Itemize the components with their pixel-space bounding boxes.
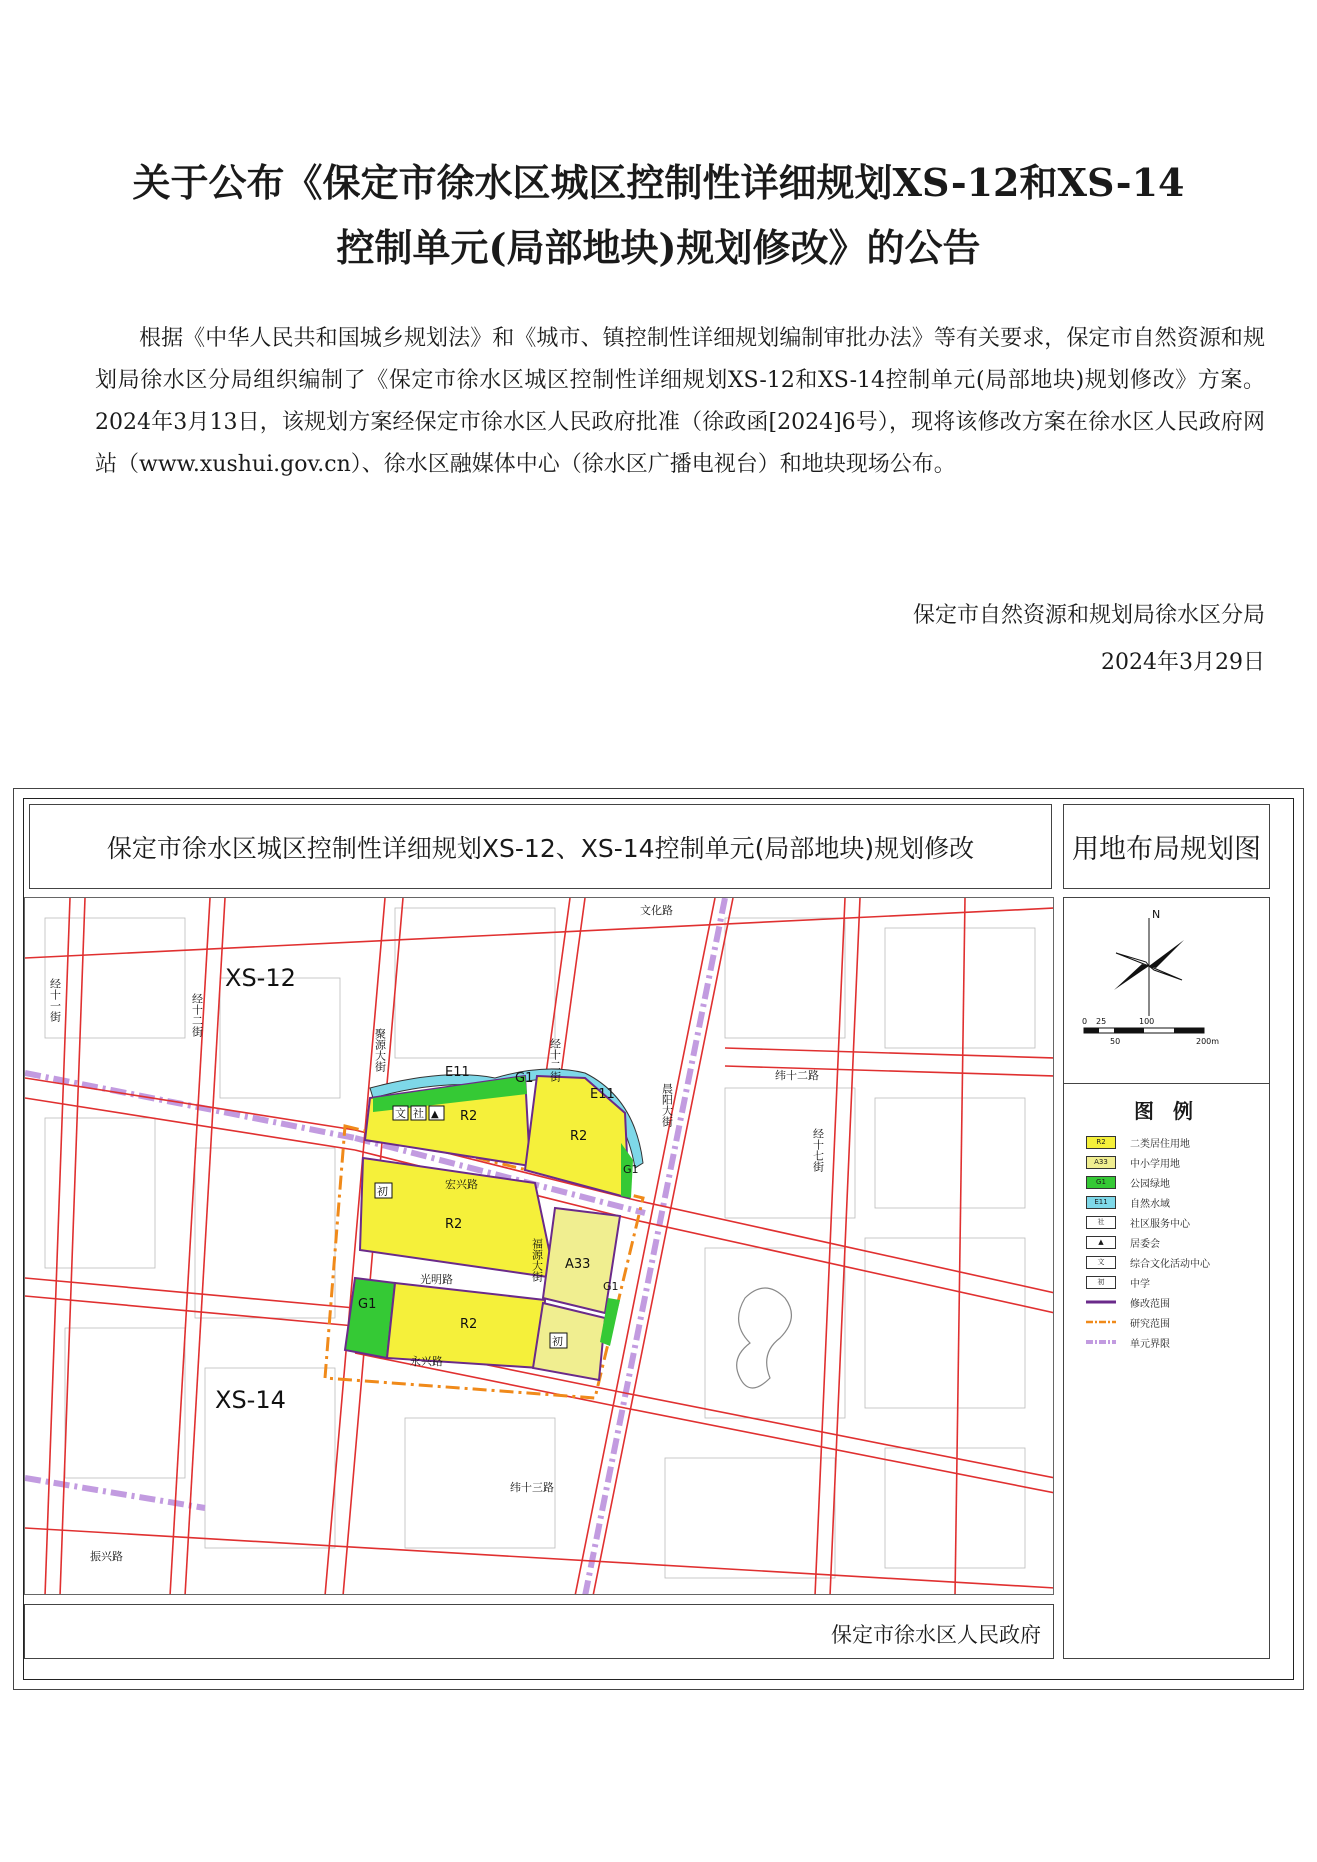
legend-item-a33 xyxy=(1086,1154,1180,1170)
signature-date: 2024年3月29日 xyxy=(1101,650,1265,675)
legend-item-unit-boundary xyxy=(1086,1334,1170,1350)
label-g1-top: G1 xyxy=(515,1071,534,1086)
legend-label-a33: 中小学用地 xyxy=(1130,1158,1180,1170)
symbol-community-text: 社 xyxy=(413,1107,424,1120)
map-type-title: 用地布局规划图 xyxy=(1063,804,1270,889)
legend-item-culture xyxy=(1086,1254,1210,1270)
legend-label-r2: 二类居住用地 xyxy=(1130,1138,1190,1150)
scale-0: 0 xyxy=(1082,1017,1088,1026)
scale-50: 50 xyxy=(1110,1037,1121,1046)
legend-item-study-range xyxy=(1086,1314,1170,1330)
legend-swatch-r2: R2 xyxy=(1086,1136,1116,1149)
unit-label-xs12: XS-12 xyxy=(225,964,296,992)
legend-label-unit: 单元界限 xyxy=(1130,1338,1170,1350)
road-wenhua: 文化路 xyxy=(640,904,673,917)
road-fuyuan: 福源大街 xyxy=(530,1238,544,1282)
legend-line-unit xyxy=(1086,1336,1116,1349)
legend-label-culture: 综合文化活动中心 xyxy=(1130,1258,1210,1270)
scale-bar xyxy=(1082,1017,1219,1046)
legend-item-committee xyxy=(1086,1234,1160,1250)
label-r2-ne: R2 xyxy=(570,1129,588,1144)
label-r2-mid: R2 xyxy=(445,1217,463,1232)
compass-se xyxy=(1149,966,1182,980)
label-r2-nw: R2 xyxy=(460,1109,478,1124)
legend-label-e11: 自然水域 xyxy=(1130,1198,1170,1210)
label-g1-east: G1 xyxy=(623,1163,639,1176)
symbol-middle-school-2-text: 初 xyxy=(552,1335,563,1348)
label-e11-east: E11 xyxy=(590,1087,615,1102)
road-jing12b: 经十二街 xyxy=(548,1038,562,1082)
symbol-culture-text: 文 xyxy=(395,1107,406,1120)
road-hongxing: 宏兴路 xyxy=(445,1178,478,1191)
legend-swatch-e11: E11 xyxy=(1086,1196,1116,1209)
road-wei13: 纬十三路 xyxy=(510,1481,554,1494)
road-wei12: 纬十二路 xyxy=(775,1069,819,1082)
road-yongxing: 永兴路 xyxy=(410,1355,443,1368)
legend-swatch-culture: 文 xyxy=(1086,1256,1116,1269)
road-guangming: 光明路 xyxy=(420,1273,453,1286)
park-pond xyxy=(737,1288,792,1388)
signature-org: 保定市自然资源和规划局徐水区分局 xyxy=(912,603,1265,628)
road-jing12: 经十二街 xyxy=(190,993,204,1037)
label-r2-sw: R2 xyxy=(460,1317,478,1332)
notice-title-line1: 关于公布《保定市徐水区城区控制性详细规划XS-12和XS-14 xyxy=(132,160,1185,205)
road-jing17: 经十七街 xyxy=(811,1128,825,1172)
road-chenyang: 晨阳大街 xyxy=(660,1083,674,1127)
legend-item-g1 xyxy=(1086,1174,1170,1190)
scale-100: 100 xyxy=(1139,1017,1155,1026)
legend-item-e11 xyxy=(1086,1194,1170,1210)
notice-body-text: 根据《中华人民共和国城乡规划法》和《城市、镇控制性详细规划编制审批办法》等有关要求，保定市自然资源和规划局徐水区分局组织编制了《保定市徐水区城区控制性详细规划XS-12和XS-14控制单元(局部地块)规划修改》方案。2024年3月13日，该规划方案经保定市徐水区人民政府批准（徐政函[2024]6号），现将该修改方案在徐水区人民政府网站（www.xushui.gov.cn）、徐水区融媒体中心（徐水区广播电视台）和地块现场公布。 xyxy=(95,326,1265,477)
legend-swatch-middle-school: 初 xyxy=(1086,1276,1116,1289)
legend-label-middle-school: 中学 xyxy=(1130,1278,1150,1290)
legend-label-g1: 公园绿地 xyxy=(1130,1178,1170,1190)
legend-item-modify-range xyxy=(1086,1294,1170,1310)
map-svg xyxy=(25,898,1054,1595)
compass-svg xyxy=(1064,898,1269,1083)
unit-label-xs14: XS-14 xyxy=(215,1386,286,1414)
compass-area xyxy=(1064,898,1269,1084)
notice-body xyxy=(95,318,1265,486)
map-frame xyxy=(13,788,1304,1690)
legend-label-committee: 居委会 xyxy=(1130,1238,1160,1250)
label-g1-sw: G1 xyxy=(358,1297,377,1312)
symbol-residents-text: ▲ xyxy=(431,1109,439,1120)
legend-item-middle-school xyxy=(1086,1274,1150,1290)
compass-sw xyxy=(1114,964,1149,990)
label-g1-se: G1 xyxy=(603,1280,619,1293)
legend-label-study: 研究范围 xyxy=(1130,1318,1170,1330)
label-a33: A33 xyxy=(565,1257,591,1272)
legend-title: 图 例 xyxy=(1134,1099,1199,1123)
road-juyuan: 聚源大街 xyxy=(373,1028,387,1072)
legend-swatch-g1: G1 xyxy=(1086,1176,1116,1189)
compass-nw xyxy=(1116,953,1149,966)
legend-swatch-committee: ▲ xyxy=(1086,1236,1116,1249)
map-title: 保定市徐水区城区控制性详细规划XS-12、XS-14控制单元(局部地块)规划修改 xyxy=(29,804,1052,889)
legend-panel xyxy=(1063,897,1270,1659)
legend-label-modify: 修改范围 xyxy=(1130,1298,1170,1310)
road-jing11: 经十一街 xyxy=(48,978,62,1022)
legend-item-r2 xyxy=(1086,1134,1190,1150)
notice-title-line2: 控制单元(局部地块)规划修改》的公告 xyxy=(336,225,981,270)
legend-line-modify xyxy=(1086,1296,1116,1309)
symbol-middle-school-1-text: 初 xyxy=(377,1185,388,1198)
scale-200m: 200m xyxy=(1196,1037,1220,1046)
legend-swatch-a33: A33 xyxy=(1086,1156,1116,1169)
legend-label-community: 社区服务中心 xyxy=(1130,1218,1190,1230)
land-use-map xyxy=(24,897,1054,1595)
map-footer-text: 保定市徐水区人民政府 xyxy=(831,1623,1041,1647)
legend-swatch-community: 社 xyxy=(1086,1216,1116,1229)
compass-ne xyxy=(1149,940,1184,968)
legend-item-community xyxy=(1086,1214,1190,1230)
parcel-school-south xyxy=(533,1303,605,1380)
legend-line-study xyxy=(1086,1316,1116,1329)
scale-25: 25 xyxy=(1096,1017,1107,1026)
road-zhenxing: 振兴路 xyxy=(90,1550,123,1563)
label-e11-west: E11 xyxy=(445,1065,470,1080)
map-footer xyxy=(24,1604,1054,1659)
north-label: N xyxy=(1152,908,1161,921)
